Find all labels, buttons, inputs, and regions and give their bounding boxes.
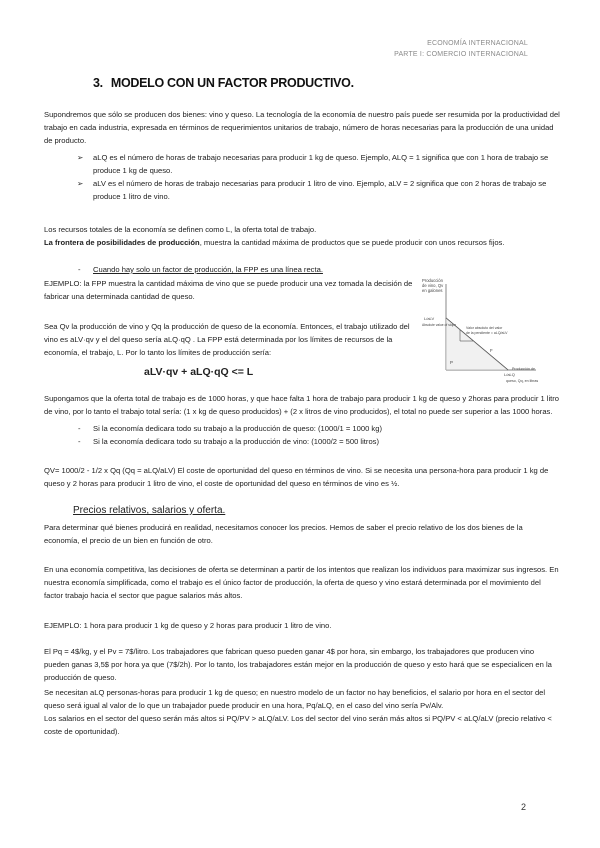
limits-list (44, 422, 560, 448)
graph-point-p: P (450, 360, 453, 365)
example-prices: EJEMPLO: 1 hora para producir 1 kg de queso y 2 horas para producir 1 litro de vino. (44, 621, 332, 630)
dash-bullet-icon: - (78, 265, 81, 274)
graph-y-label-1: Producción (422, 278, 443, 283)
fpp-straight-line-text: Cuando hay solo un factor de producción, la FPP es una línea recta. (93, 265, 323, 274)
qv-paragraph: Sea Qv la producción de vino y Qq la producción de queso de la economía. Entonces, el trabajo utilizado del vino es aLV·qv y el del queso sería aLQ·qQ . La FPP está determinada por los límites de recursos de la economía, el trabajo, L. Por lo tanto los límites de producción sería: (44, 322, 410, 357)
slope-label-2: de la pendiente = aLQ/aLV (466, 331, 508, 335)
section-number: 3. (93, 76, 103, 90)
graph-y-label-3: en galones (422, 288, 443, 293)
graph-x-label-2: queso, Qq, en libras (506, 379, 539, 383)
dash-bullet-icon: - (78, 424, 81, 433)
graph-y-intercept-note: Absolute value of slope (422, 323, 457, 327)
graph-point-f: F (490, 348, 493, 353)
opportunity-cost-paragraph: QV= 1000/2 - 1/2 x Qq (Qq = aLQ/aLV) El coste de oportunidad del queso en términos de vino. Si se necesita una persona-hora para producir 1 kg de queso y 2 horas para producir 1 litro de vino, el coste de oportunidad del queso en términos de vino es ½. (44, 466, 549, 488)
salaries-paragraph: Los salarios en el sector del queso serán más altos si PQ/PV > aLQ/aLV. Los del sector del vino serán más altos si PQ/PV < aLQ/aLV (precio relativo < coste de oportunidad). (44, 714, 552, 736)
competitive-paragraph: En una economía competitiva, las decisiones de oferta se determinan a partir de los intentos que realizan los individuos para maximizar sus ingresos. En nuestra economía simplificada, como el trabajo es el único factor de producción, la oferta de queso y vino estará determinada por el movimiento del factor trabajo hacia el sector que pague salarios más altos. (44, 565, 559, 600)
intro-paragraph: Supondremos que sólo se producen dos bienes: vino y queso. La tecnología de la economía de nuestro país puede ser resumida por la productividad del trabajo en cada industria, expresada en términos de requerimientos unitarios de trabajo, número de horas necesarias para la producción de una unidad de producto. (44, 110, 560, 145)
page-number: 2 (521, 802, 527, 812)
fpp-dash (44, 263, 414, 276)
header-course: ECONOMÍA INTERNACIONAL (427, 40, 528, 47)
fpp-term: La frontera de posibilidades de producción (44, 238, 200, 247)
bullet-item (44, 177, 560, 203)
slope-label-1: Valor absoluto del valor (466, 326, 503, 330)
arrow-bullet-icon: ➢ (77, 153, 84, 162)
fpp-definition-text: , muestra la cantidad máxima de productos que se puede producir con unos recursos fijos. (199, 238, 505, 247)
graph-y-label-2: de vino, Qv (422, 283, 444, 288)
dash-item (44, 263, 414, 276)
resources-text: Los recursos totales de la economía se definen como L, la oferta total de trabajo. (44, 225, 317, 234)
alq-paragraph: Se necesitan aLQ personas-horas para producir 1 kg de queso; en nuestro modelo de un factor no hay beneficios, el salario por hora en el sector del queso será igual al valor de lo que un trabajador puede producir en una hora, Pq/aLQ, en el caso del vino sería Pv/Alv. (44, 688, 546, 710)
fpp-definition (44, 236, 560, 249)
dash-bullet-icon: - (78, 437, 81, 446)
arrow-bullet-icon: ➢ (77, 179, 84, 188)
dash-item (44, 422, 560, 435)
example-fpp: EJEMPLO: la FPP muestra la cantidad máxima de vino que se puede producir una vez tomada la decisión de fabricar una determinada cantidad de queso. (44, 279, 413, 301)
prices-paragraph: Para determinar qué bienes producirá en realidad, necesitamos conocer los precios. Hemos de saber el precio relativo de los dos bienes de la economía, el precio de un bien en función de otro. (44, 523, 523, 545)
running-header (394, 38, 528, 60)
limit-vino: Si la economía dedicara todo su trabajo a la producción de vino: (1000/2 = 500 litros) (93, 437, 379, 446)
graph-x-intercept: L/aLQ (504, 372, 515, 377)
header-part: PARTE I: COMERCIO INTERNACIONAL (394, 51, 528, 58)
bullet-text-alq: aLQ es el número de horas de trabajo necesarias para producir 1 kg de queso. Ejemplo, ALQ = 1 significa que con 1 hora de trabajo se produce 1 kg de queso. (93, 153, 549, 175)
bullet-text-alv: aLV es el número de horas de trabajo necesarias para producir 1 litro de vino. Ejemplo, aLV = 2 significa que con 2 horas de trabajo se produce 1 litro de vino. (93, 179, 547, 201)
fpp-graph (420, 274, 540, 386)
bullet-item (44, 151, 560, 177)
wages-paragraph: El Pq = 4$/kg, y el Pv = 7$/litro. Los trabajadores que fabrican queso pueden ganar 4$ por hora, sin embargo, los trabajadores que producen vino pueden ganas 3,5$ por hora ya que (7$/2h). Por lo tanto, los trabajadores están mejor en la producción de queso y esto hará que se especialicen en la producción de queso. (44, 647, 552, 682)
section-heading: MODELO CON UN FACTOR PRODUCTIVO. (110, 76, 354, 90)
limit-queso: Si la economía dedicara todo su trabajo a la producción de queso: (1000/1 = 1000 kg) (93, 424, 382, 433)
graph-x-label-1: Producción de (512, 367, 535, 371)
bullet-list (44, 151, 560, 203)
graph-y-intercept: L/aLV (424, 316, 435, 321)
resources-paragraph (44, 223, 560, 249)
subsection-title: Precios relativos, salarios y oferta. (73, 505, 226, 516)
section-title (93, 76, 354, 90)
dash-item (44, 435, 560, 448)
supongamos-paragraph: Supongamos que la oferta total de trabajo es de 1000 horas, y que hace falta 1 hora de trabajo para producir 1 kg de queso y 2horas para producir 1 litro de vino, por lo tanto el trabajo total sería: (1 x kg de queso producidos) + (2 x litros de vino producidos), el total no puede ser superior a las 1000 horas. (44, 394, 560, 416)
fpp-formula: aLV·qv + aLQ·qQ <= L (144, 366, 254, 378)
